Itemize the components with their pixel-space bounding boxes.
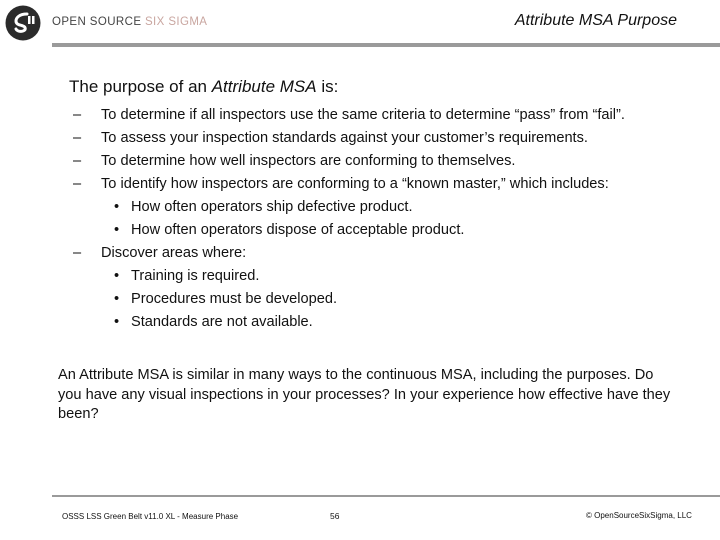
intro-suffix: is: bbox=[316, 77, 339, 96]
footer-divider bbox=[52, 495, 720, 497]
bullet-text: To identify how inspectors are conforming to a “known master,” which includes: bbox=[101, 176, 609, 192]
footer-copyright: © OpenSourceSixSigma, LLC bbox=[586, 511, 692, 520]
brand-prefix: OPEN SOURCE bbox=[52, 16, 145, 28]
sub-bullet-item bbox=[73, 311, 625, 334]
intro-emphasis: Attribute MSA bbox=[211, 77, 317, 96]
body-paragraph: An Attribute MSA is similar in many ways to the continuous MSA, including the purposes. Do you have any visual inspections in your processes? In your experience how effective have they been? bbox=[58, 367, 671, 422]
bullet-item bbox=[73, 127, 625, 150]
bullet-item bbox=[73, 173, 625, 196]
bullet-text: How often operators ship defective product. bbox=[131, 199, 413, 215]
bullet-dash: – bbox=[73, 130, 82, 146]
bullet-item bbox=[73, 242, 625, 265]
purpose-list bbox=[73, 104, 625, 334]
intro-prefix: The purpose of an bbox=[69, 77, 212, 96]
bullet-dash: – bbox=[73, 245, 82, 261]
bullet-dash: – bbox=[73, 153, 82, 169]
bullet-item bbox=[73, 104, 625, 127]
slide-title: Attribute MSA Purpose bbox=[514, 12, 677, 29]
sub-bullet-item bbox=[73, 265, 625, 288]
bullet-text: How often operators dispose of acceptable product. bbox=[131, 222, 465, 238]
bullet-dot: • bbox=[114, 199, 120, 215]
company-logo-icon bbox=[5, 5, 41, 41]
bullet-item bbox=[73, 150, 625, 173]
bullet-text: To determine if all inspectors use the same criteria to determine “pass” from “fail”. bbox=[101, 107, 625, 123]
brand-name bbox=[52, 16, 207, 28]
bullet-text: To determine how well inspectors are conforming to themselves. bbox=[101, 153, 516, 169]
bullet-text: Procedures must be developed. bbox=[131, 291, 338, 307]
bullet-text: Training is required. bbox=[131, 268, 260, 284]
bullet-text: Discover areas where: bbox=[101, 245, 247, 261]
header-divider bbox=[52, 43, 720, 47]
bullet-text: Standards are not available. bbox=[131, 314, 313, 330]
bullet-dot: • bbox=[114, 268, 120, 284]
footer-page-number: 56 bbox=[330, 511, 340, 521]
sub-bullet-item bbox=[73, 288, 625, 311]
brand-highlight: SIX SIGMA bbox=[144, 16, 208, 28]
sub-bullet-item bbox=[73, 196, 625, 219]
bullet-text: To assess your inspection standards against your customer’s requirements. bbox=[101, 130, 588, 146]
bullet-dot: • bbox=[114, 314, 120, 330]
footer-course-label: OSSS LSS Green Belt v11.0 XL - Measure Phase bbox=[62, 512, 239, 521]
sub-bullet-item bbox=[73, 219, 625, 242]
bullet-dot: • bbox=[114, 222, 120, 238]
bullet-dash: – bbox=[73, 176, 82, 192]
bullet-dot: • bbox=[114, 291, 120, 307]
intro-heading bbox=[69, 77, 338, 97]
bullet-dash: – bbox=[73, 107, 82, 123]
